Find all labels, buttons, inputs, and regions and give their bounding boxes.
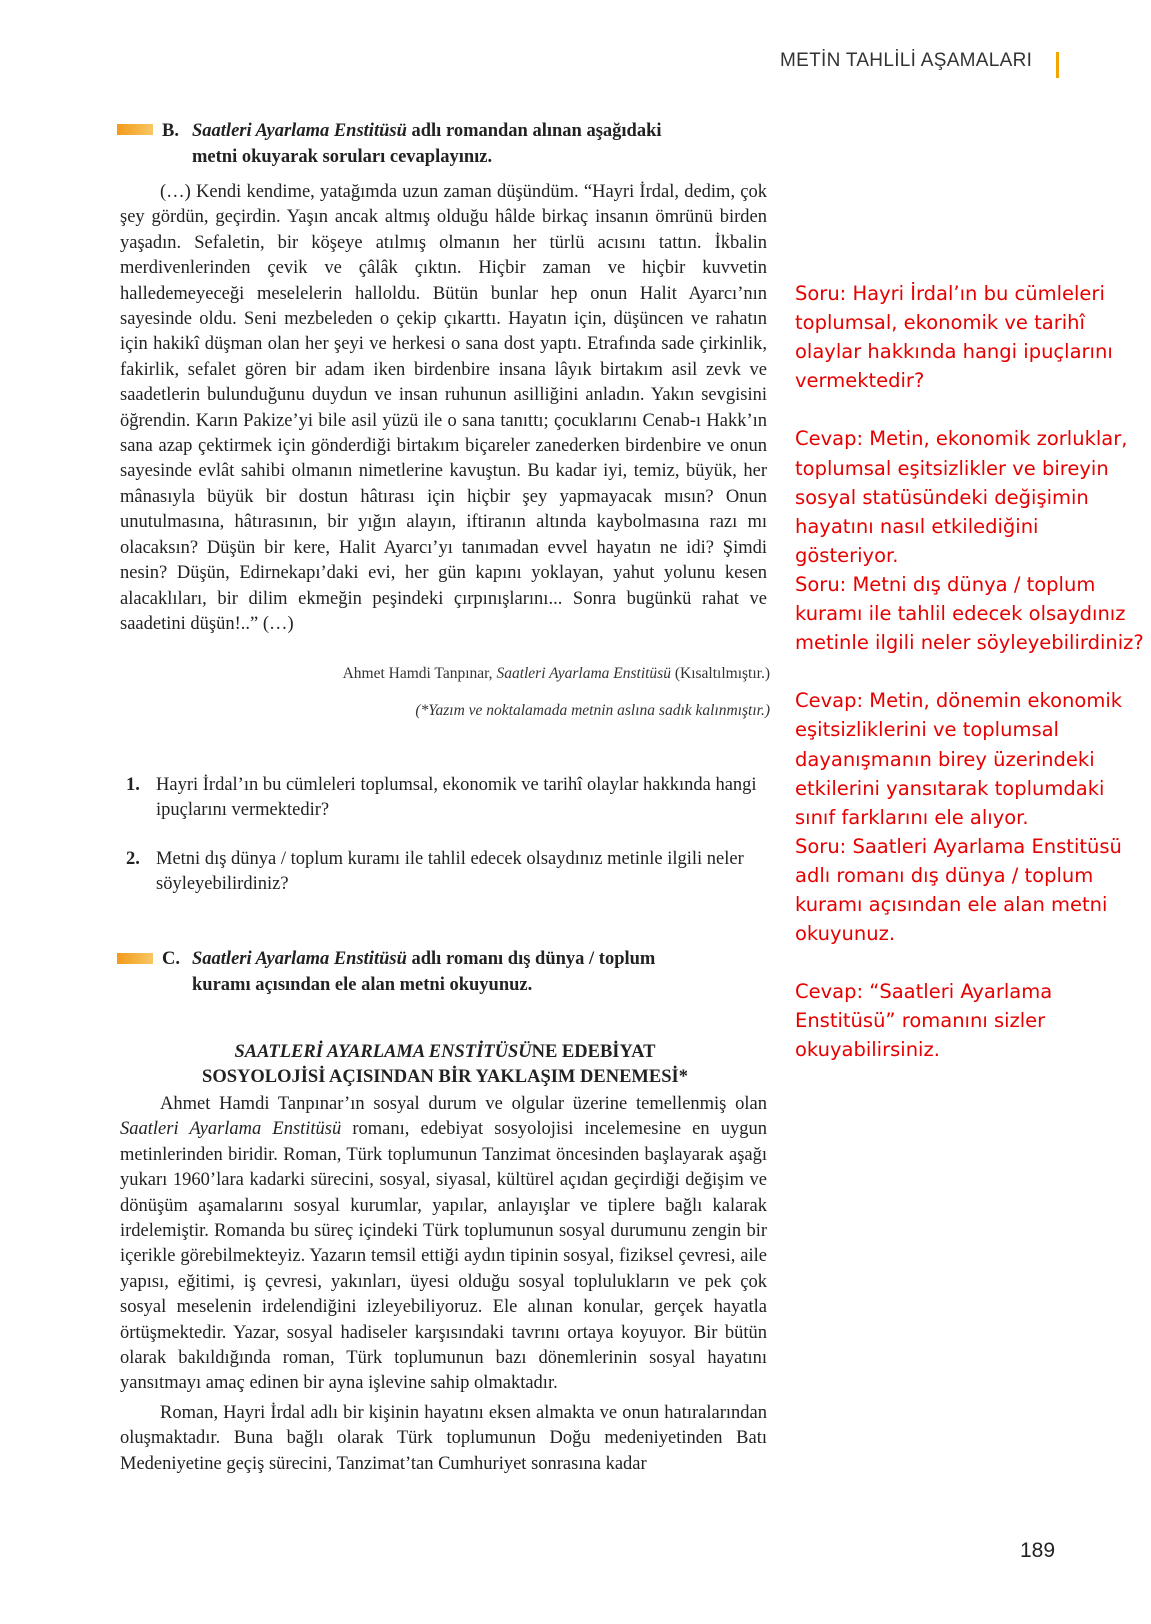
question-2 <box>126 847 766 897</box>
running-header: METİN TAHLİLİ AŞAMALARI <box>780 50 1033 71</box>
excerpt-text: (…) Kendi kendime, yatağımda uzun zaman düşündüm. “Hayri İrdal, dedim, çok şey gördün, geçirdin. Yaşın ancak altmış olduğu hâlde birkaç insanın ömrünü birden yaşadın. Sefaletin, bir köşeye atılmış olmanın her türlü acısını tattın. İkbalin merdivenlerinden çevik ve çâlâk çıktın. Hiçbir zaman ve hiçbir kuvvetin halledemeyeceği meselelerin halloldu. Bütün bunlar hep onun Halit Ayarcı’nın sayesinde oldu. Seni mezbeleden o çekip çıkarttı. Hayatın için, düşüncen ve rahatın için hakikî düşman olan her şeyi ve herkesi o sana dost yaptı. Etrafında sade çirkinlik, fakirlik, sefalet gören bir adam iken birdenbire insana lâyık birtakım asil zevk ve saadetlerin bulunduğunu duydun ve insan ruhunun asilliğini anladın. Yakın sevgisini öğrendin. Karın Pakize’yi bile asil yüzü ile o sana tanıttı; çocuklarını Cenab-ı Hakk’ın sana azap çektirmek için gönderdiği birtakım biçareler zanederken birdenbire ve onun sayesinde evlât sahibi olmanın nimetlerine kavuştun. Bu kadar iyi, temiz, büyük, her mânasıyla büyük bir dostun hâtırası için hiçbir şey yapmayacak mısın? Onun unutulmasına, hâtırasının, bir yığın alayın, iftiranın altında kaybolmasına razı mı olacaksın? Düşün bir kere, Halit Ayarcı’yı tanımadan evvel hayatın ne idi? Şimdi nesin? Düşün, Edirnekapı’daki evi, her gün kapını yoklayan, yahut yolunu kesen alacaklıları, bir dilim ekmeğin peşindeki çırpınışlarını... Sonra bugünkü rahat ve saadetini düşün!..” (…) <box>120 182 767 634</box>
section-c-letter: C. <box>162 949 180 969</box>
section-c-title-italic: Saatleri Ayarlama Enstitüsü <box>192 949 407 969</box>
fidelity-note <box>120 702 770 720</box>
question-2-number: 2. <box>126 849 140 869</box>
article-title-italic: SAATLERİ AYARLAMA ENSTİTÜSÜ <box>234 1042 532 1062</box>
citation-author: Ahmet Hamdi Tanpınar, <box>342 665 497 682</box>
article-p1-italic: Saatleri Ayarlama Enstitüsü <box>120 1119 342 1140</box>
question-1 <box>126 773 766 823</box>
section-b-title-line2: metni okuyarak soruları cevaplayınız. <box>192 147 493 167</box>
section-c-title-line2: kuramı açısından ele alan metni okuyunuz. <box>192 975 533 995</box>
article-p1-b: romanı, edebiyat sosyolojisi incelemesine en uygun metinlerinden biridir. Roman, Türk toplumunun Tanzimat öncesinden başlayarak aşağı yukarı 1960’lara kadarki sürecini, sosyal, siyasal, kültürel açıdan geçirdiği değişim ve dönüşüm aşamalarını sosyal kurumlar, yapılar, anlayışlar ve tiplere bağlı kalarak irdelemiştir. Romanda bu süreç içindeki Türk toplumunun sosyal durumunu zengin bir içerikle görebilmekteyiz. Yazarın temsil ettiği aydın tipinin sosyal, fiziksel çevresi, aile yapısı, eğitimi, iş çevresi, yakınları, üyesi olduğu sosyal toplulukların ve pek çok sosyal meselenin irdelendiğini izleyebiliyoruz. Ele alınan konular, gerçek hayatla örtüşmektedir. Yazar, sosyal hadiseler karşısındaki tavrını ortaya koyuyor. Bir bütün olarak bakıldığında roman, Türk toplumunun bazı dönemlerinin sosyal hayatını yansıtmayı amaç edinen bir ayna işlevine sahip olmaktadır. <box>120 1119 767 1394</box>
page-number: 189 <box>1020 1539 1056 1562</box>
side-notes-answers: Soru: Hayri İrdal’ın bu cümleleri toplumsal, ekonomik ve tarihî olaylar hakkında hangi ipuçlarını vermektedir? Cevap: Metin, ekonomik zorluklar, toplumsal eşitsizlikler ve bireyin sosyal statüsündeki değişimin hayatını nasıl etkilediğini gösteriyor. Soru: Metni dış dünya / toplum kuramı ile tahlil edecek olsaydınız metinle ilgili neler söyleyebilirdiniz? Cevap: Metin, dönemin ekonomik eşitsizliklerini ve toplumsal dayanışmanın birey üzerindeki etkilerini yansıtarak toplumdaki sınıf farklarını ele alıyor. Soru: Saatleri Ayarlama Enstitüsü adlı romanı dış dünya / toplum kuramı açısından ele alan metni okuyunuz. Cevap: “Saatleri Ayarlama Enstitüsü” romanını sizler okuyabilirsiniz. <box>795 282 1144 1062</box>
article-paragraph-2: Roman, Hayri İrdal adlı bir kişinin hayatını eksen almakta ve onun hatıralarından oluşmaktadır. Buna bağlı olarak Türk toplumunun Doğu medeniyetinden Batı Medeniyetine geçiş sürecini, Tanzimat’tan Cumhuriyet sonrasına kadar <box>120 1402 767 1474</box>
excerpt-block <box>120 180 767 637</box>
citation <box>120 665 770 683</box>
section-b-title-italic: Saatleri Ayarlama Enstitüsü <box>192 121 407 141</box>
section-c-marker <box>117 953 153 964</box>
section-b-heading <box>162 118 762 170</box>
citation-title: Saatleri Ayarlama Enstitüsü <box>496 665 671 682</box>
section-c-title-rest: adlı romanı dış dünya / toplum <box>406 949 656 969</box>
question-1-number: 1. <box>126 775 140 795</box>
article-title-rest: NE EDEBİYAT <box>531 1042 656 1062</box>
section-b-marker <box>117 124 153 135</box>
section-c-heading <box>162 946 762 998</box>
section-b-title-rest: adlı romandan alınan aşağıdaki <box>406 121 662 141</box>
article-paragraph-1 <box>120 1092 767 1397</box>
question-1-text: Hayri İrdal’ın bu cümleleri toplumsal, ekonomik ve tarihî olaylar hakkında hangi ipuçlarını vermektedir? <box>156 775 757 820</box>
section-b-letter: B. <box>162 121 179 141</box>
article-p1-a: Ahmet Hamdi Tanpınar’ın sosyal durum ve olgular üzerine temellenmiş olan <box>160 1094 767 1114</box>
question-2-text: Metni dış dünya / toplum kuramı ile tahlil edecek olsaydınız metinle ilgili neler söyleyebilirdiniz? <box>156 849 744 894</box>
article-body <box>120 1092 767 1477</box>
article-title-line2: SOSYOLOJİSİ AÇISINDAN BİR YAKLAŞIM DENEMESİ* <box>202 1067 688 1087</box>
fidelity-note-text: (*Yazım ve noktalamada metnin aslına sadık kalınmıştır.) <box>415 702 770 719</box>
article-title <box>120 1040 770 1090</box>
header-accent-bar <box>1056 52 1059 78</box>
citation-note: (Kısaltılmıştır.) <box>670 665 770 682</box>
